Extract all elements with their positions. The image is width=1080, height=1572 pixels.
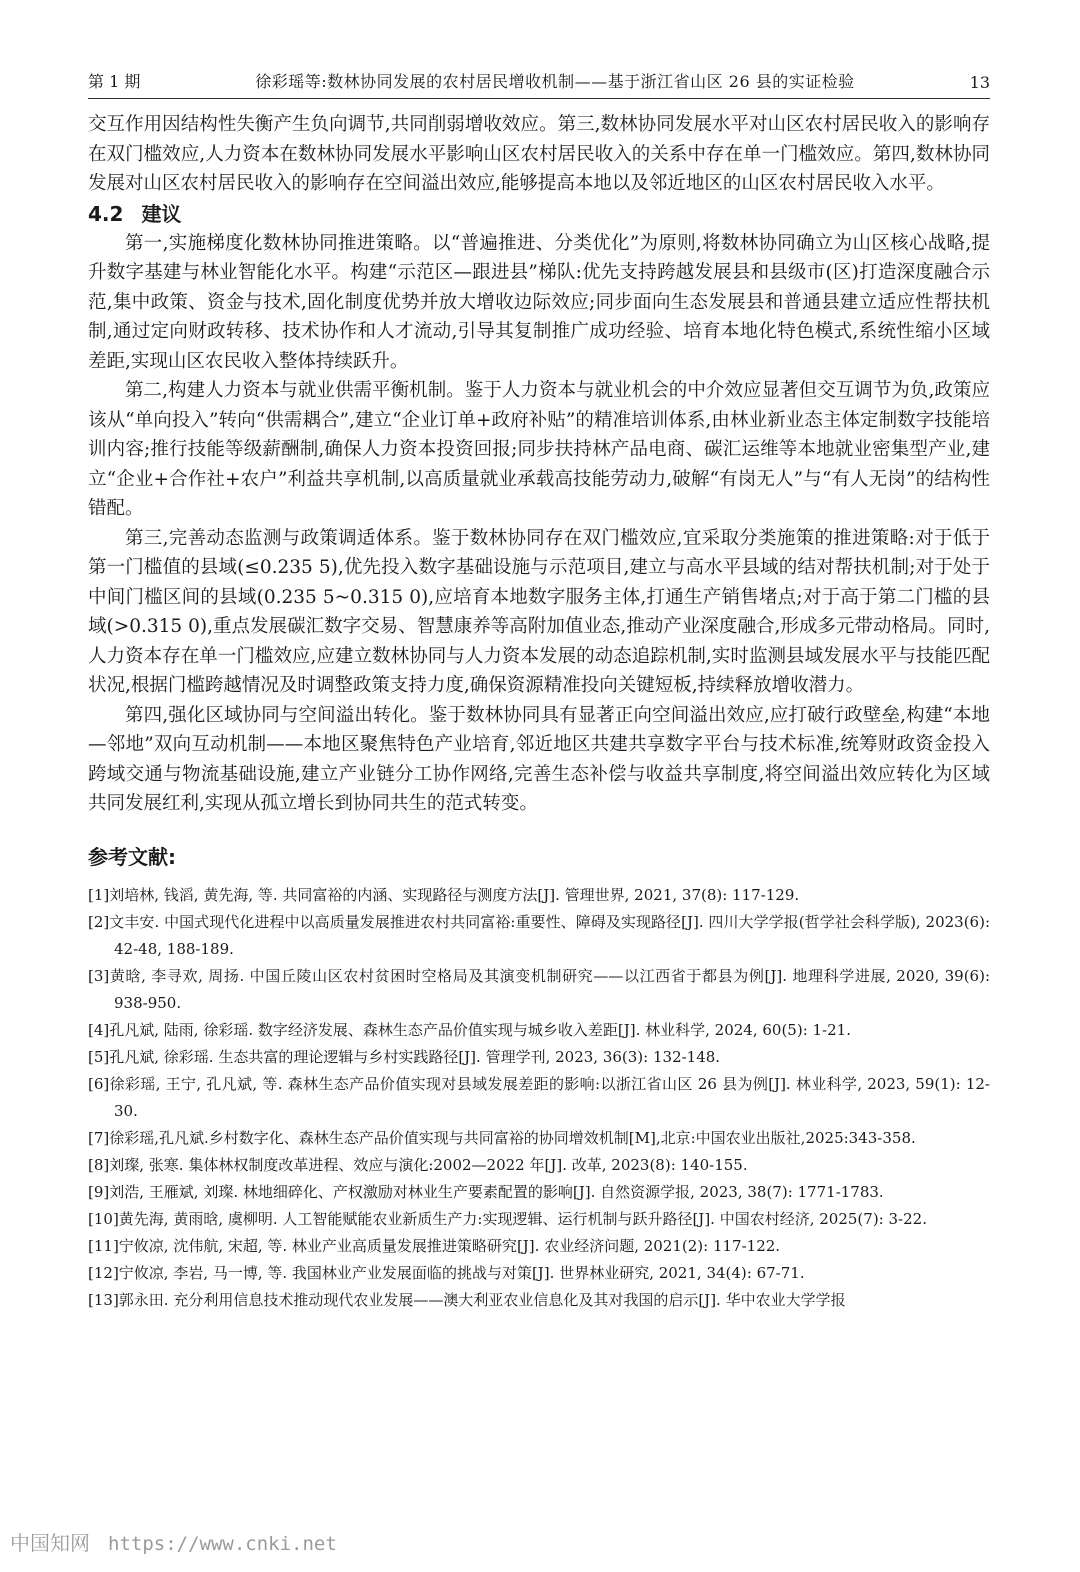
reference-item: [13]郭永田. 充分利用信息技术推动现代农业发展——澳大利亚农业信息化及其对我国的启示[J]. 华中农业大学学报 bbox=[88, 1290, 846, 1309]
paragraph-1: 第一,实施梯度化数林协同推进策略。以“普遍推进、分类优化”为原则,将数林协同确立为山区核心战略,提升数字基建与林业智能化水平。构建“示范区—跟进县”梯队:优先支持跨越发展县和县级市(区)打造深度融合示范,集中政策、资金与技术,固化制度优势并放大增收边际效应;同步面向生态发展县和普通县建立适应性帮扶机制,通过定向财政转移、技术协作和人才流动,引导其复制推广成功经验、培育本地化特色模式,系统性缩小区域差距,实现山区农民收入整体持续跃升。 bbox=[88, 232, 990, 372]
issue-label: 第 1 期 bbox=[88, 72, 141, 91]
watermark-site-name: 中国知网 bbox=[10, 1531, 90, 1555]
section-number: 4.2 bbox=[88, 201, 124, 226]
body-text bbox=[88, 110, 990, 1314]
section-heading bbox=[88, 199, 990, 229]
intro-paragraph: 交互作用因结构性失衡产生负向调节,共同削弱增收效应。第三,数林协同发展水平对山区农村居民收入的影响存在双门槛效应,人力资本在数林协同发展水平影响山区农村居民收入的关系中存在单一门槛效应。第四,数林协同发展对山区农村居民收入的影响存在空间溢出效应,能够提高本地以及邻近地区的山区农村居民收入水平。 bbox=[88, 114, 990, 194]
section-title: 建议 bbox=[141, 201, 182, 226]
reference-item: [9]刘浩, 王雁斌, 刘璨. 林地细碎化、产权激励对林业生产要素配置的影响[J]. 自然资源学报, 2023, 38(7): 1771-1783. bbox=[88, 1182, 884, 1201]
paragraph-2: 第二,构建人力资本与就业供需平衡机制。鉴于人力资本与就业机会的中介效应显著但交互调节为负,政策应该从“单向投入”转向“供需耦合”,建立“企业订单+政府补贴”的精准培训体系,由林业新业态主体定制数字技能培训内容;推行技能等级薪酬制,确保人力资本投资回报;同步扶持林产品电商、碳汇运维等本地就业密集型产业,建立“企业+合作社+农户”利益共享机制,以高质量就业承载高技能劳动力,破解“有岗无人”与“有人无岗”的结构性错配。 bbox=[88, 380, 990, 519]
running-title: 徐彩瑶等:数林协同发展的农村居民增收机制——基于浙江省山区 26 县的实证检验 bbox=[255, 72, 855, 91]
reference-item: [5]孔凡斌, 徐彩瑶. 生态共富的理论逻辑与乡村实践路径[J]. 管理学刊, 2023, 36(3): 132-148. bbox=[88, 1047, 721, 1066]
reference-list bbox=[88, 882, 990, 1314]
reference-item: [8]刘璨, 张寒. 集体林权制度改革进程、效应与演化:2002—2022 年[J]. 改革, 2023(8): 140-155. bbox=[88, 1155, 748, 1174]
references-heading: 参考文献: bbox=[88, 844, 176, 869]
paragraph-4: 第四,强化区域协同与空间溢出转化。鉴于数林协同具有显著正向空间溢出效应,应打破行政壁垒,构建“本地—邻地”双向互动机制——本地区聚焦特色产业培育,邻近地区共建共享数字平台与技术标准,统筹财政资金投入跨域交通与物流基础设施,建立产业链分工协作网络,完善生态补偿与收益共享制度,将空间溢出效应转化为区域共同发展红利,实现从孤立增长到协同共生的范式转变。 bbox=[88, 704, 990, 814]
reference-item: [6]徐彩瑶, 王宁, 孔凡斌, 等. 森林生态产品价值实现对县域发展差距的影响:以浙江省山区 26 县为例[J]. 林业科学, 2023, 59(1): 12-30. bbox=[88, 1074, 990, 1120]
reference-item: [10]黄先海, 黄雨晗, 虞柳明. 人工智能赋能农业新质生产力:实现逻辑、运行机制与跃升路径[J]. 中国农村经济, 2025(7): 3-22. bbox=[88, 1209, 927, 1228]
paragraph-3: 第三,完善动态监测与政策调适体系。鉴于数林协同存在双门槛效应,宜采取分类施策的推进策略:对于低于第一门槛值的县域(≤0.235 5),优先投入数字基础设施与示范项目,建立与高水平县域的结对帮扶机制;对于处于中间门槛区间的县域(0.235 5~0.315 0),应培育本地数字服务主体,打通生产销售堵点;对于高于第二门槛的县域(>0.315 0),重点发展碳汇数字交易、智慧康养等高附加值业态,推动产业深度融合,形成多元带动格局。同时,人力资本存在单一门槛效应,应建立数林协同与人力资本发展的动态追踪机制,实时监测县域发展水平与技能匹配状况,根据门槛跨越情况及时调整政策支持力度,确保资源精准投向关键短板,持续释放增收潜力。 bbox=[88, 527, 990, 696]
running-header bbox=[88, 62, 990, 99]
page-number: 13 bbox=[969, 73, 990, 92]
watermark-url[interactable]: https://www.cnki.net bbox=[108, 1533, 337, 1555]
reference-item: [1]刘培林, 钱滔, 黄先海, 等. 共同富裕的内涵、实现路径与测度方法[J]. 管理世界, 2021, 37(8): 117-129. bbox=[88, 885, 800, 904]
reference-item: [3]黄晗, 李寻欢, 周扬. 中国丘陵山区农村贫困时空格局及其演变机制研究——以江西省于都县为例[J]. 地理科学进展, 2020, 39(6): 938-950. bbox=[88, 966, 990, 1012]
reference-item: [11]宁攸凉, 沈伟航, 宋超, 等. 林业产业高质量发展推进策略研究[J]. 农业经济问题, 2021(2): 117-122. bbox=[88, 1236, 781, 1255]
reference-item: [12]宁攸凉, 李岩, 马一博, 等. 我国林业产业发展面临的挑战与对策[J]. 世界林业研究, 2021, 34(4): 67-71. bbox=[88, 1263, 805, 1282]
reference-item: [4]孔凡斌, 陆雨, 徐彩瑶. 数字经济发展、森林生态产品价值实现与城乡收入差距[J]. 林业科学, 2024, 60(5): 1-21. bbox=[88, 1020, 851, 1039]
reference-item: [7]徐彩瑶,孔凡斌.乡村数字化、森林生态产品价值实现与共同富裕的协同增效机制[M],北京:中国农业出版社,2025:343-358. bbox=[88, 1128, 916, 1147]
reference-item: [2]文丰安. 中国式现代化进程中以高质量发展推进农村共同富裕:重要性、障碍及实现路径[J]. 四川大学学报(哲学社会科学版), 2023(6): 42-48, 188-189. bbox=[88, 912, 990, 958]
cnki-watermark bbox=[10, 1527, 337, 1556]
